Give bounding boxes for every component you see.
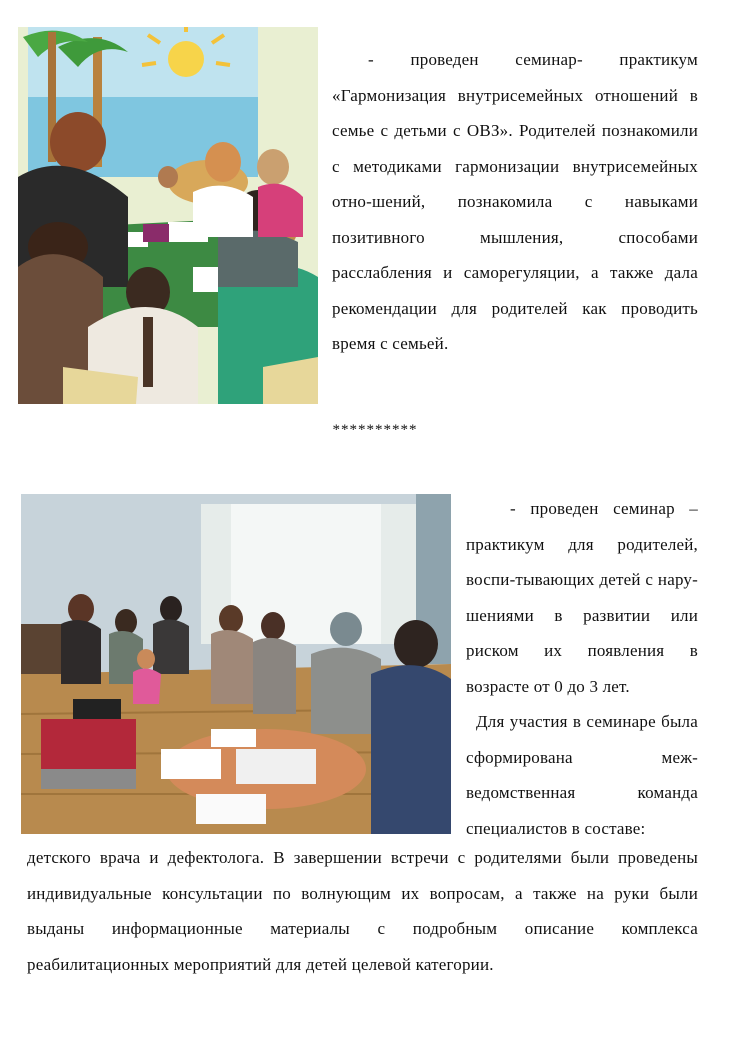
section-2-text-continued: [27, 840, 698, 982]
section-1-text: [332, 42, 698, 362]
section-2-paragraph-2-start: Для участия в семинаре была сформирована меж-ведомственная команда специалистов в составе:: [466, 712, 698, 838]
seminar-photo-2: [21, 494, 451, 834]
section-2-text: [466, 491, 698, 846]
section-2-paragraph-1: - проведен семинар – практикум для родителей, воспи-тывающих детей с нару-шениями в развитии или риском их появления в возрасте от 0 до 3 лет.: [466, 499, 698, 696]
section-1-paragraph: - проведен семинар- практикум «Гармонизация внутрисемейных отношений в семье с детьми с ОВЗ». Родителей познакомили с методиками гармонизации внутрисемейных отно-шений, познакомила с навыками позитивного мышления, способами расслабления и саморегуляции, а также дала рекомендации для родителей как проводить время с семьей.: [332, 50, 698, 353]
seminar-photo-1: [18, 27, 318, 404]
section-separator: **********: [332, 422, 418, 438]
section-2-paragraph-2-end: детского врача и дефектолога. В завершении встречи с родителями были проведены индивидуальные консультации по волнующим их вопросам, а также на руки были выданы информационные материалы с подробным описание комплекса реабилитационных мероприятий для детей целевой категории.: [27, 848, 698, 974]
